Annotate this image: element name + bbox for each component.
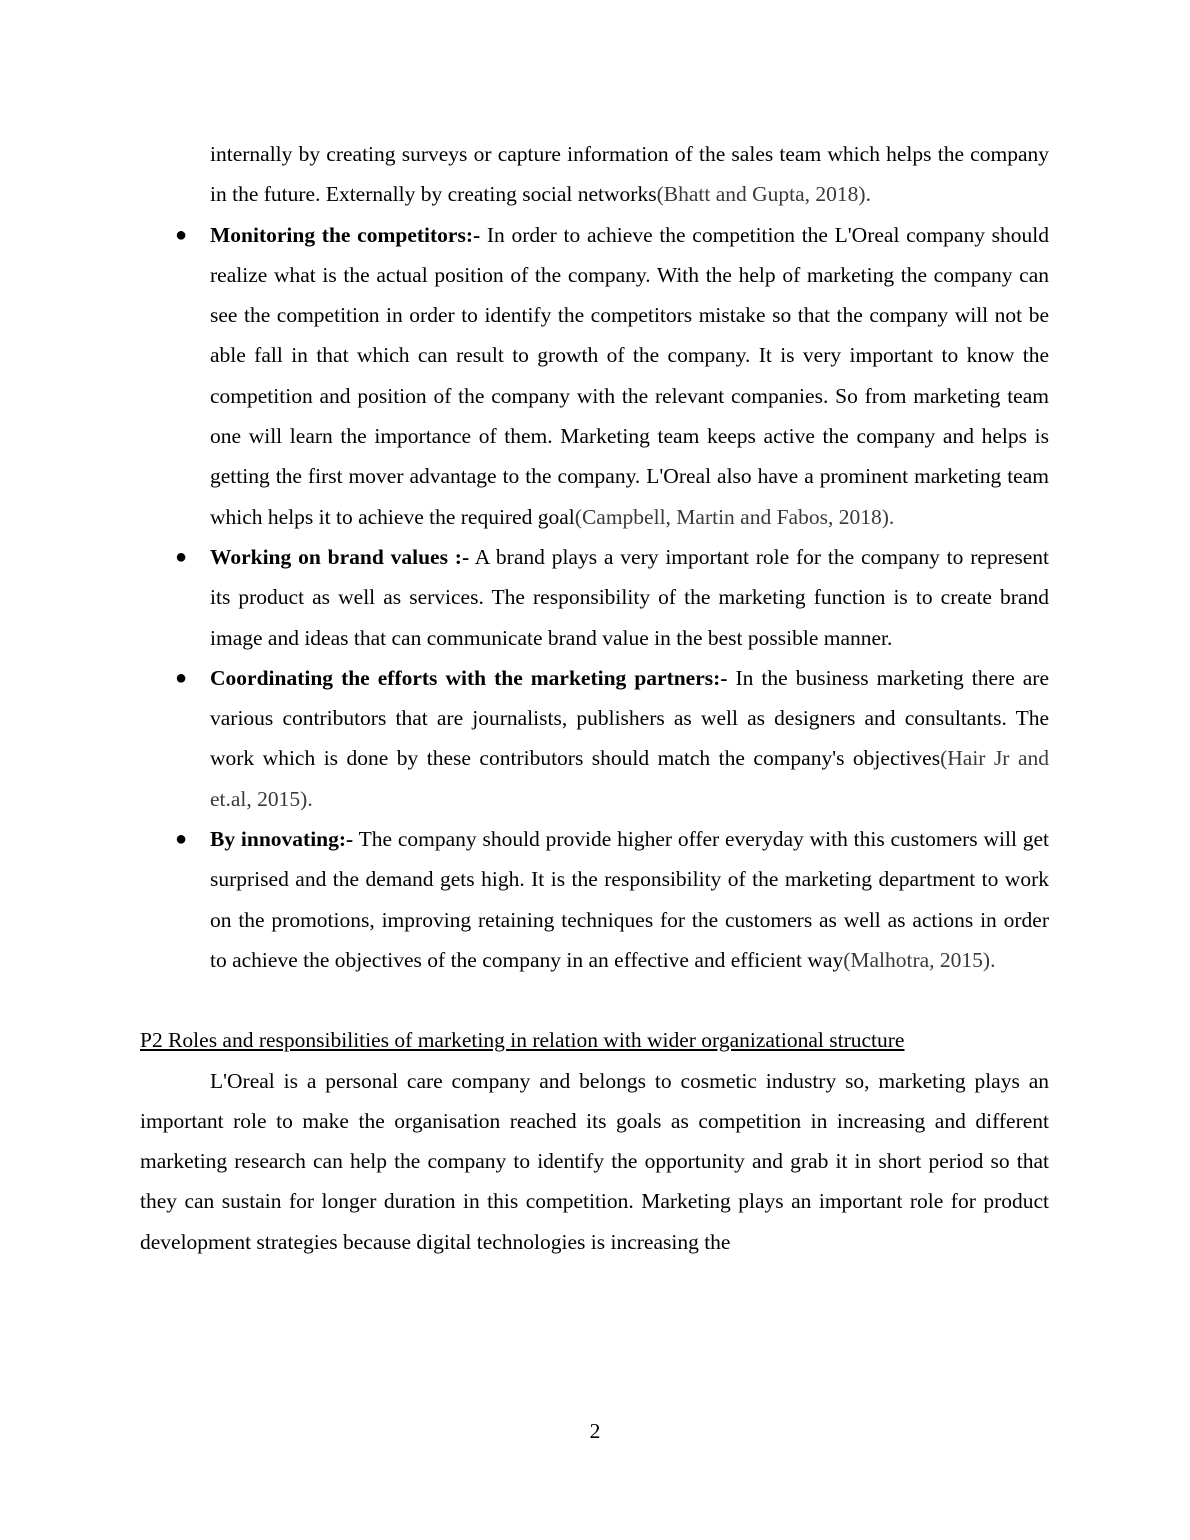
section-paragraph: L'Oreal is a personal care company and belongs to cosmetic industry so, marketing plays an important role to make the organisation reached its goals as competition in increasing and different marketing research can help the company to identify the opportunity and grab it in short period so that they can sustain for longer duration in this competition. Marketing plays an important role for product development strategies because digital technologies is increasing the [140,1068,1049,1254]
bullet-title: Monitoring the competitors:- [210,222,481,247]
bullet-icon: ● [175,545,188,568]
bullet-text: In order to achieve the competition the L'Oreal company should realize what is the actual position of the company. With the help of marketing the company can see the competition in order to identify the competitors mistake so that the company will not be able fall in that which can result to growth of the company. It is very important to know the competition and position of the company with the relevant companies. So from marketing team one will learn the importance of them. Marketing team keeps active the company and helps is getting the first mover advantage to the company. L'Oreal also have a prominent marketing team which helps it to achieve the required goal [210,222,1049,529]
bullet-title: Coordinating the efforts with the marketing partners:- [210,665,728,690]
bullet-icon: ● [175,223,188,246]
continuation-text: internally by creating surveys or capture information of the sales team which helps the company in the future. Externally by creating social networks [210,142,1049,207]
bullet-icon: ● [175,666,188,689]
bullet-icon: ● [175,828,188,851]
spacer [140,980,1049,1020]
list-item [140,819,1049,980]
bullet-list [140,215,1049,981]
bullet-text: The company should provide higher offer everyday with this customers will get surprised and the demand gets high. It is the responsibility of the marketing department to work on the promotions, improving retaining techniques for the customers as well as actions in order to achieve the objectives of the company in an effective and efficient way [210,827,1050,972]
citation: (Hair Jr and et.al, 2015). [210,746,1049,811]
list-item [140,537,1049,658]
bullet-title: Working on brand values :- [210,544,470,569]
section-heading: P2 Roles and responsibilities of marketing in relation with wider organizational structure [140,1028,905,1053]
bullet-title: By innovating:- [210,827,354,852]
list-item [140,215,1049,537]
page-number: 2 [589,1419,601,1443]
citation: (Campbell, Martin and Fabos, 2018). [574,504,895,529]
bullet-text: In the business marketing there are various contributors that are journalists, publishers as well as designers and consultants. The work which is done by these contributors should match the company's objectives [210,665,1049,771]
list-item [140,658,1049,819]
page-content [140,134,1049,1262]
bullet-text: A brand plays a very important role for the company to represent its product as well as services. The responsibility of the marketing function is to create brand image and ideas that can communicate brand value in the best possible manner. [210,544,1049,650]
continuation-paragraph [140,134,1049,215]
citation: (Malhotra, 2015). [843,947,996,972]
citation: (Bhatt and Gupta, 2018). [656,182,871,207]
